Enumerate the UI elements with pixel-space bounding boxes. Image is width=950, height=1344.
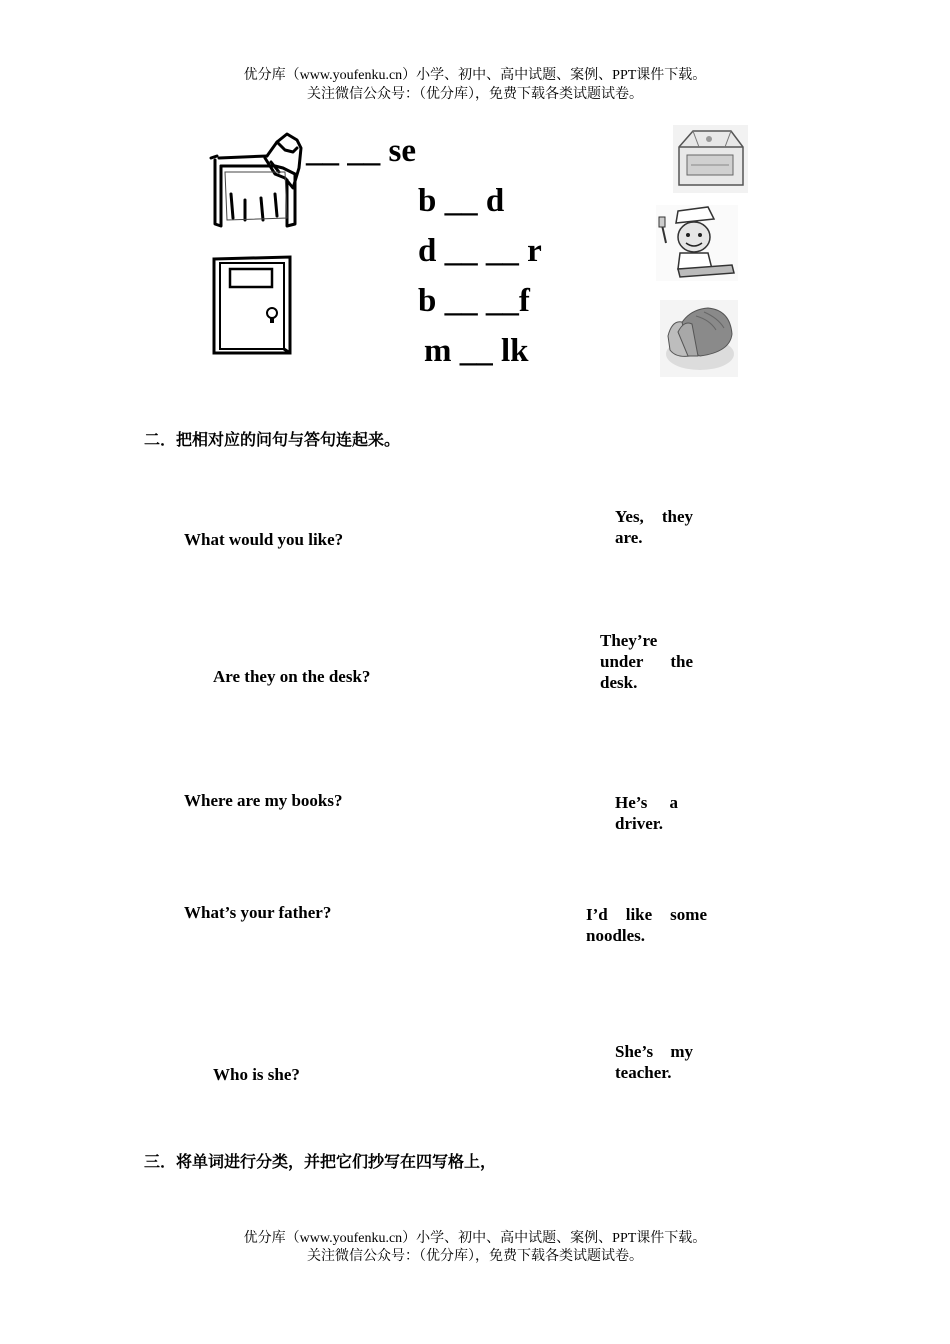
footer-line-1: 优分库（www.youfenku.cn）小学、初中、高中试题、案例、PPT课件下载。 <box>243 1231 707 1246</box>
milk-carton-icon <box>673 125 748 193</box>
nurse-icon <box>656 205 738 281</box>
answer-5: She’s my teacher. <box>615 1042 693 1082</box>
bed-icon <box>205 128 305 230</box>
answer-4: I’d like some noodles. <box>586 905 707 945</box>
section-2-title: 二．把相对应的问句与答句连起来。 <box>144 430 401 449</box>
spelling-word-3: d __ __ r <box>418 233 542 269</box>
question-1: What would you like? <box>184 530 344 549</box>
question-2: Are they on the desk? <box>213 667 371 686</box>
footer-line-2: 关注微信公众号：（优分库），免费下载各类试题试卷。 <box>307 1249 643 1264</box>
question-3: Where are my books? <box>184 791 343 810</box>
question-5: Who is she? <box>213 1065 300 1084</box>
door-icon <box>210 253 294 357</box>
section-3-title: 三．将单词进行分类，并把它们抄写在四写格上， <box>144 1152 497 1171</box>
spelling-word-2: b __ d <box>418 183 505 219</box>
spelling-word-4: b __ __f <box>418 283 530 319</box>
spelling-word-5: m __ lk <box>424 333 529 369</box>
bread-icon <box>660 300 738 377</box>
spelling-word-1: __ __ se <box>306 133 416 169</box>
answer-3: He’s a driver. <box>615 793 678 833</box>
header-line-1: 优分库（www.youfenku.cn）小学、初中、高中试题、案例、PPT课件下载。 <box>243 68 707 83</box>
answer-1: Yes, they are. <box>615 507 693 547</box>
answer-2: They’re under the desk. <box>600 631 693 692</box>
question-4: What’s your father? <box>184 903 332 922</box>
header-line-2: 关注微信公众号：（优分库），免费下载各类试题试卷。 <box>307 87 643 102</box>
